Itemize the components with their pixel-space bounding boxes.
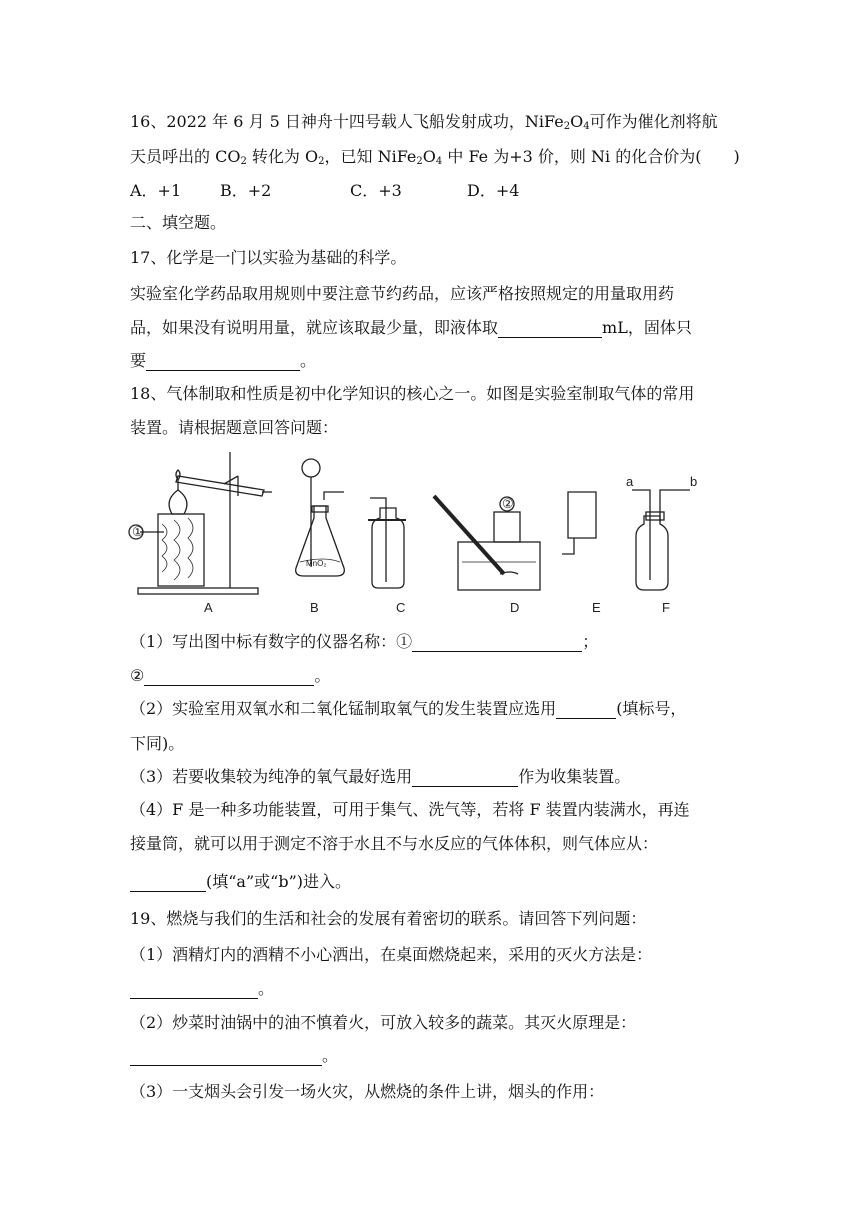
q19-sub1-answer [130, 979, 274, 999]
alcohol-lamp [169, 490, 187, 514]
q16-line1 [130, 112, 718, 132]
q16-text: 天员呼出的 CO [130, 147, 241, 166]
q17-line1: 17、化学是一门以实验为基础的科学。 [130, 248, 407, 267]
q16-text: 可作为催化剂将航 [589, 112, 718, 131]
q18-line1: 18、气体制取和性质是初中化学知识的核心之一。如图是实验室制取气体的常用 [130, 384, 695, 403]
q16-options [130, 181, 519, 201]
q19-sub1: （1）酒精灯内的酒精不小心洒出，在桌面燃烧起来，采用的灭火方法是： [130, 945, 653, 964]
answer-blank[interactable] [412, 769, 518, 787]
apparatus-figure [128, 448, 728, 618]
b-outlet [324, 492, 344, 500]
q16-text: 16、2022 年 6 月 5 日神舟十四号载人飞船发射成功，NiFe [130, 112, 564, 131]
test-tube [176, 476, 264, 496]
collecting-bottle [494, 512, 520, 542]
answer-blank[interactable] [412, 634, 582, 652]
figure-label-e: E [592, 600, 601, 615]
q19-sub2-answer [130, 1046, 338, 1066]
q19-sub3: （3）一支烟头会引发一场火灾，从燃烧的条件上讲，烟头的作用： [130, 1082, 605, 1101]
q18-text: ② [130, 666, 145, 685]
q19-line1: 19、燃烧与我们的生活和社会的发展有着密切的联系。请回答下列问题： [130, 909, 647, 928]
stand-base [138, 588, 258, 594]
q18-text: （2）实验室用双氧水和二氧化锰制取氧气的发生装置应选用 [130, 699, 557, 718]
figure-label-b: B [310, 600, 319, 615]
q18-sub3 [130, 767, 630, 787]
q16-text: O [422, 147, 436, 166]
option-a: A．+1 [130, 181, 182, 200]
q17-line3 [130, 318, 692, 338]
label-a: a [626, 474, 634, 489]
q16-line2 [130, 147, 740, 167]
figure-label-d: D [510, 600, 520, 615]
q16-text: 中 Fe 为+3 价，则 Ni 的化合价为( ) [442, 147, 740, 166]
subscript: 4 [435, 156, 443, 167]
option-c: C．+3 [350, 181, 402, 200]
answer-blank[interactable] [130, 981, 258, 999]
subscript: 4 [583, 121, 590, 132]
q18-sub4-cont: 接量筒，就可以用于测定不溶于水且不与水反应的气体体积，则气体应从： [130, 834, 659, 853]
q16-text: O [570, 112, 584, 131]
wood-grain [162, 518, 193, 580]
q19-text: 。 [258, 979, 275, 998]
q17-text: 。 [300, 351, 317, 370]
q17-text: 品，如果没有说明用量，就应该取最少量，即液体取 [130, 318, 499, 337]
q18-sub2-cont: 下同)。 [130, 734, 185, 753]
section-title: 二、填空题。 [130, 213, 227, 232]
subscript: 2 [318, 156, 325, 167]
q18-text: 。 [314, 666, 331, 685]
q18-sub1 [130, 632, 598, 652]
q18-text: （1）写出图中标有数字的仪器名称：① [130, 632, 413, 651]
subscript: 2 [240, 156, 247, 167]
label-one: ① [132, 524, 144, 539]
q18-text: （3）若要收集较为纯净的氧气最好选用 [130, 767, 413, 786]
q18-sub4: （4）F 是一种多功能装置，可用于集气、洗气等，若将 F 装置内装满水，再连 [130, 800, 690, 819]
gas-bottle-f [636, 516, 668, 590]
answer-blank[interactable] [144, 668, 314, 686]
wood-block [158, 514, 204, 586]
answer-blank[interactable] [498, 320, 602, 338]
answer-blank[interactable] [556, 701, 616, 719]
label-two: ② [502, 496, 514, 511]
answer-blank[interactable] [146, 353, 300, 371]
label-b: b [690, 474, 698, 489]
q18-sub1-cont [130, 666, 330, 686]
q19-text: 。 [322, 1046, 339, 1065]
answer-blank[interactable] [130, 1048, 322, 1066]
q18-line2: 装置。请根据题意回答问题： [130, 418, 339, 437]
answer-blank[interactable] [130, 874, 206, 892]
q18-text: ； [582, 632, 599, 651]
q17-text: 要 [130, 351, 147, 370]
q19-sub2: （2）炒菜时油锅中的油不慎着火，可放入较多的蔬菜。其灭火原理是： [130, 1013, 637, 1032]
q17-line4 [130, 351, 316, 371]
flask-mark: MnO₂ [306, 559, 327, 568]
f-tube-a [632, 490, 650, 580]
subscript: 2 [416, 156, 423, 167]
q18-text: (填“a”或“b”)进入。 [206, 872, 351, 891]
q17-line2: 实验室化学药品取用规则中要注意节约药品，应该严格按照规定的用量取用药 [130, 284, 675, 303]
option-b: B．+2 [220, 181, 272, 200]
gas-bottle-e [568, 492, 596, 538]
option-d: D．+4 [467, 181, 520, 200]
subscript: 2 [563, 121, 571, 132]
q18-sub2 [130, 699, 686, 719]
q16-text: 转化为 O [246, 147, 319, 166]
figure-label-c: C [396, 600, 406, 615]
thistle-funnel [302, 459, 320, 477]
q16-text: ，已知 NiFe [324, 147, 417, 166]
figure-label-a: A [204, 600, 213, 615]
q18-text: (填标号， [616, 699, 687, 718]
q18-text: 作为收集装置。 [518, 767, 631, 786]
e-tube [562, 538, 574, 554]
q18-sub4-end [130, 872, 351, 892]
figure-label-f: F [662, 600, 670, 615]
q17-text: mL，固体只 [602, 318, 692, 337]
